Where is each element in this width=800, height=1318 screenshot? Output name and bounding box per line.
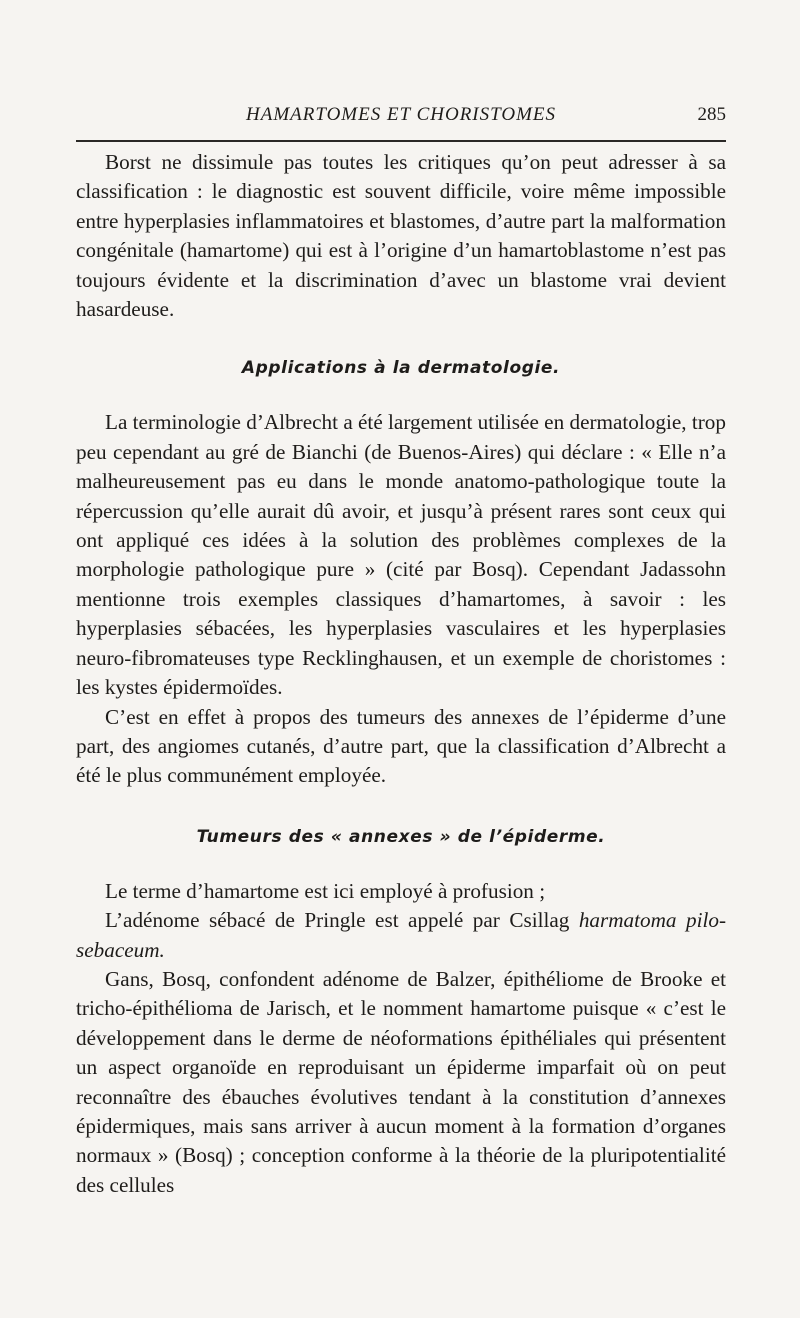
paragraph-hamartome-profusion: Le terme d’hamartome est ici employé à profusion ; bbox=[105, 878, 546, 903]
paragraph-albrecht-terminology: La terminologie d’Albrecht a été largement utilisée en dermatologie, trop peu cependant au gré de Bianchi (de Buenos-Aires) qui déclare : « Elle n’a malheureusement pas eu dans le monde anatomo-pathologique toute la répercussion qu’elle aurait dû avoir, et jusqu’à présent rares sont ceux qui ont appliqué ces idées à la solution des problèmes complexes de la morphologie pathologique pure » (cité par Bosq). Cependant Jadassohn mentionne trois exemples classiques d’hamartomes, à savoir : les hyperplasies sébacées, les hyperplasies vasculaires et les hyperplasies neuro-fibromateuses type Recklinghausen, et un exemple de choristomes : les kystes épidermoïdes. bbox=[76, 410, 726, 700]
page-body bbox=[76, 148, 726, 1200]
page-number: 285 bbox=[697, 104, 726, 125]
paragraph-borst: Borst ne dissimule pas toutes les critiques qu’on peut adresser à sa classification : le diagnostic est souvent difficile, voire même impossible entre hyperplasies inflammatoires et blastomes, d’autre part la malformation congénitale (hamartome) qui est à l’origine d’un hamartoblastome n’est pas toujours évidente et la discrimination d’avec un blastome vrai devient hasardeuse. bbox=[76, 150, 726, 322]
pringle-italic-term: harmatoma pilo-sebaceum. bbox=[76, 908, 727, 962]
running-head bbox=[76, 104, 726, 132]
running-title: HAMARTOMES ET CHORISTOMES bbox=[246, 104, 556, 125]
paragraph-tumeurs-annexes: C’est en effet à propos des tumeurs des annexes de l’épiderme d’une part, des angiomes cutanés, d’autre part, que la classification d’Albrecht a été le plus communément employée. bbox=[76, 704, 726, 788]
pringle-text: L’adénome sébacé de Pringle est appelé par Csillag bbox=[105, 908, 579, 933]
section-heading-tumeurs: Tumeurs des « annexes » de l’épiderme. bbox=[196, 826, 606, 847]
paragraph-pringle bbox=[76, 906, 726, 965]
paragraph-gans-bosq: Gans, Bosq, confondent adénome de Balzer, épithéliome de Brooke et tricho-épithélioma de Jarisch, et le nomment hamartome puisque « c’est le développement dans le derme de néoformations épithéliales qui présentent un aspect organoïde en reproduisant un épiderme imparfait où on peut reconnaître des ébauches évolutives tendant à la constitution d’annexes épidermiques, mais sans arriver à aucun moment à la formation d’organes normaux » (Bosq) ; conception conforme à la théorie de la pluripotentialité des cellules bbox=[76, 966, 726, 1197]
header-rule bbox=[76, 140, 726, 142]
section-heading-dermatologie: Applications à la dermatologie. bbox=[241, 358, 561, 379]
